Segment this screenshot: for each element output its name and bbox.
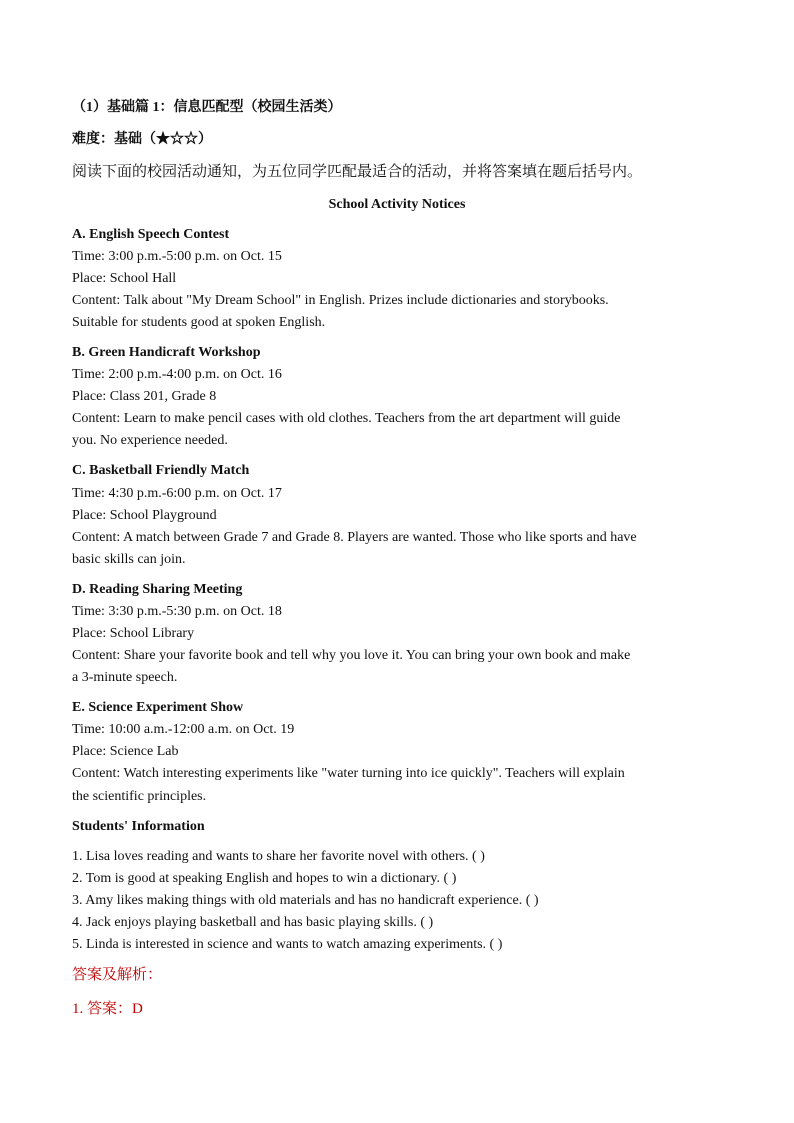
activity-title: B. Green Handicraft Workshop (72, 345, 261, 360)
activity-place: Place: Class 201, Grade 8 (72, 389, 217, 404)
activity-content-cont: you. No experience needed. (72, 433, 228, 448)
list-item: 5. Linda is interested in science and wants to watch amazing experiments. ( ) (72, 937, 503, 952)
activity-title: D. Reading Sharing Meeting (72, 582, 243, 597)
activity-place: Place: School Library (72, 626, 195, 641)
activity-content-cont: the scientific principles. (72, 789, 207, 804)
answers-heading: 答案及解析： (72, 967, 163, 983)
students-title: Students' Information (72, 819, 205, 834)
activity-place: Place: School Hall (72, 271, 177, 286)
activity-content-cont: Suitable for students good at spoken English. (72, 315, 326, 330)
activity-content: Content: Learn to make pencil cases with old clothes. Teachers from the art department will guide (72, 411, 621, 426)
activity-title: C. Basketball Friendly Match (72, 463, 250, 478)
activity-time: Time: 4:30 p.m.-6:00 p.m. on Oct. 17 (72, 486, 282, 501)
activity-content: Content: Talk about "My Dream School" in English. Prizes include dictionaries and storybooks. (72, 293, 609, 308)
notices-title: School Activity Notices (328, 197, 466, 212)
list-item: 3. Amy likes making things with old materials and has no handicraft experience. ( ) (72, 893, 539, 908)
activity-place: Place: School Playground (72, 508, 217, 523)
list-item: 1. Lisa loves reading and wants to share her favorite novel with others. ( ) (72, 849, 485, 864)
activity-content-cont: basic skills can join. (72, 552, 186, 567)
activity-time: Time: 10:00 a.m.-12:00 a.m. on Oct. 19 (72, 722, 295, 737)
activity-time: Time: 3:30 p.m.-5:30 p.m. on Oct. 18 (72, 604, 282, 619)
list-item: 2. Tom is good at speaking English and hopes to win a dictionary. ( ) (72, 871, 457, 886)
activity-place: Place: Science Lab (72, 744, 179, 759)
difficulty-label: 难度：基础（★☆☆） (72, 132, 212, 147)
activity-title: A. English Speech Contest (72, 227, 230, 242)
list-item: 4. Jack enjoys playing basketball and has basic playing skills. ( ) (72, 915, 434, 930)
answer-item: 1. 答案：D (72, 1001, 143, 1017)
section-title: （1）基础篇 1：信息匹配型（校园生活类） (72, 100, 342, 115)
activity-content: Content: Watch interesting experiments like "water turning into ice quickly". Teachers will explain (72, 766, 625, 781)
activity-content: Content: Share your favorite book and tell why you love it. You can bring your own book and make (72, 648, 631, 663)
instruction-text: 阅读下面的校园活动通知，为五位同学匹配最适合的活动，并将答案填在题后括号内。 (72, 164, 643, 180)
activity-content-cont: a 3-minute speech. (72, 670, 178, 685)
activity-title: E. Science Experiment Show (72, 700, 244, 715)
activity-time: Time: 2:00 p.m.-4:00 p.m. on Oct. 16 (72, 367, 282, 382)
activity-time: Time: 3:00 p.m.-5:00 p.m. on Oct. 15 (72, 249, 282, 264)
activity-content: Content: A match between Grade 7 and Grade 8. Players are wanted. Those who like sports and have (72, 530, 637, 545)
